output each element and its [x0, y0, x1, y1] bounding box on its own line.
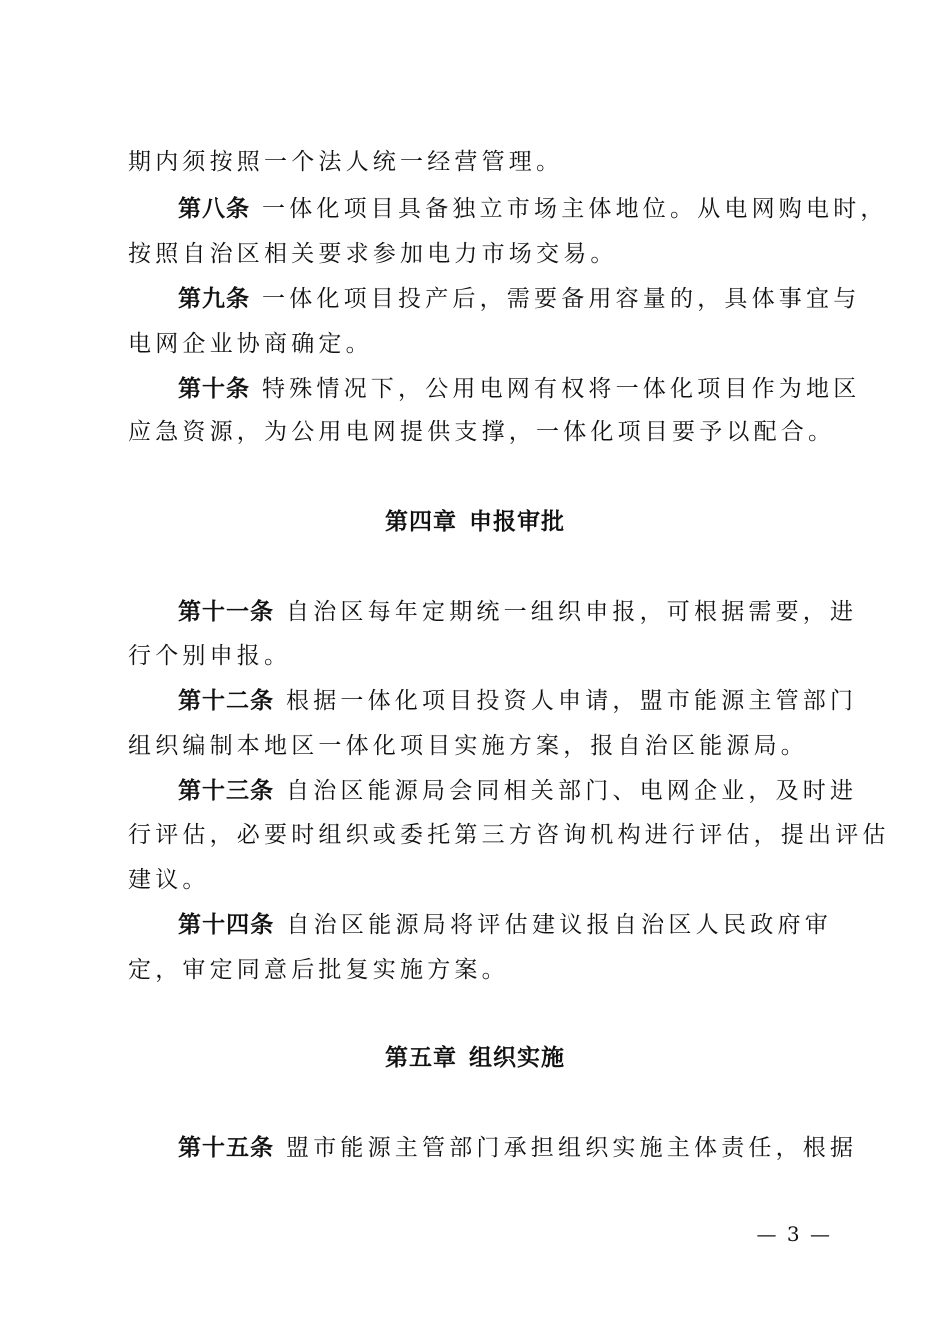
text-line: 根据一体化项目投资人申请，盟市能源主管部门 [286, 688, 858, 714]
article-15-line-1 [178, 1133, 858, 1163]
text-line: 盟市能源主管部门承担组织实施主体责任，根据 [286, 1135, 858, 1161]
text-line: 行评估，必要时组织或委托第三方咨询机构进行评估，提出评估 [128, 822, 890, 848]
article-label: 第十一条 [178, 599, 274, 625]
article-label: 第十条 [178, 376, 250, 402]
article-9-line-2 [128, 329, 832, 359]
text-line: 一体化项目具备独立市场主体地位。从电网购电时， [262, 196, 888, 222]
chapter-number: 第五章 [385, 1045, 457, 1071]
article-14-line-2 [128, 955, 832, 985]
chapter-heading-4 [0, 507, 950, 537]
text-line: 自治区能源局将评估建议报自治区人民政府审 [286, 912, 833, 938]
page-number: — 3 — [756, 1222, 832, 1246]
article-label: 第十五条 [178, 1135, 274, 1161]
article-label: 第九条 [178, 286, 250, 312]
chapter-number: 第四章 [385, 509, 457, 535]
paragraph-continuation [128, 147, 832, 177]
article-label: 第十四条 [178, 912, 275, 938]
text-line: 应急资源，为公用电网提供支撑，一体化项目要予以配合。 [128, 419, 836, 445]
article-10-line-1 [178, 374, 861, 404]
article-label: 第八条 [178, 196, 250, 222]
article-13-line-2 [128, 820, 890, 850]
article-10-line-2 [128, 417, 836, 447]
article-label: 第十三条 [178, 778, 274, 804]
article-13-line-1 [178, 776, 858, 806]
article-12-line-1 [178, 686, 858, 716]
article-12-line-2 [128, 731, 832, 761]
text-line: 一体化项目投产后，需要备用容量的，具体事宜与 [262, 286, 861, 312]
text-line: 自治区每年定期统一组织申报，可根据需要，进 [286, 599, 858, 625]
article-9-line-1 [178, 284, 861, 314]
article-8-line-1 [178, 194, 888, 224]
article-11-line-1 [178, 597, 858, 627]
text-line: 组织编制本地区一体化项目实施方案，报自治区能源局。 [128, 733, 808, 759]
text-line: 行个别申报。 [128, 643, 292, 669]
article-label: 第十二条 [178, 688, 274, 714]
text-line: 按照自治区相关要求参加电力市场交易。 [128, 241, 618, 267]
chapter-title: 组织实施 [469, 1045, 565, 1071]
article-8-line-2 [128, 239, 832, 269]
text-line: 电网企业协商确定。 [128, 331, 373, 357]
text-line: 定，审定同意后批复实施方案。 [128, 957, 509, 983]
article-13-line-3 [128, 865, 832, 895]
article-14-line-1 [178, 910, 832, 940]
text-line: 期内须按照一个法人统一经营管理。 [128, 149, 564, 175]
chapter-heading-5 [0, 1043, 950, 1073]
article-11-line-2 [128, 641, 832, 671]
text-line: 自治区能源局会同相关部门、电网企业，及时进 [286, 778, 858, 804]
chapter-title: 申报审批 [469, 509, 565, 535]
text-line: 建议。 [128, 867, 210, 893]
text-line: 特殊情况下，公用电网有权将一体化项目作为地区 [262, 376, 861, 402]
